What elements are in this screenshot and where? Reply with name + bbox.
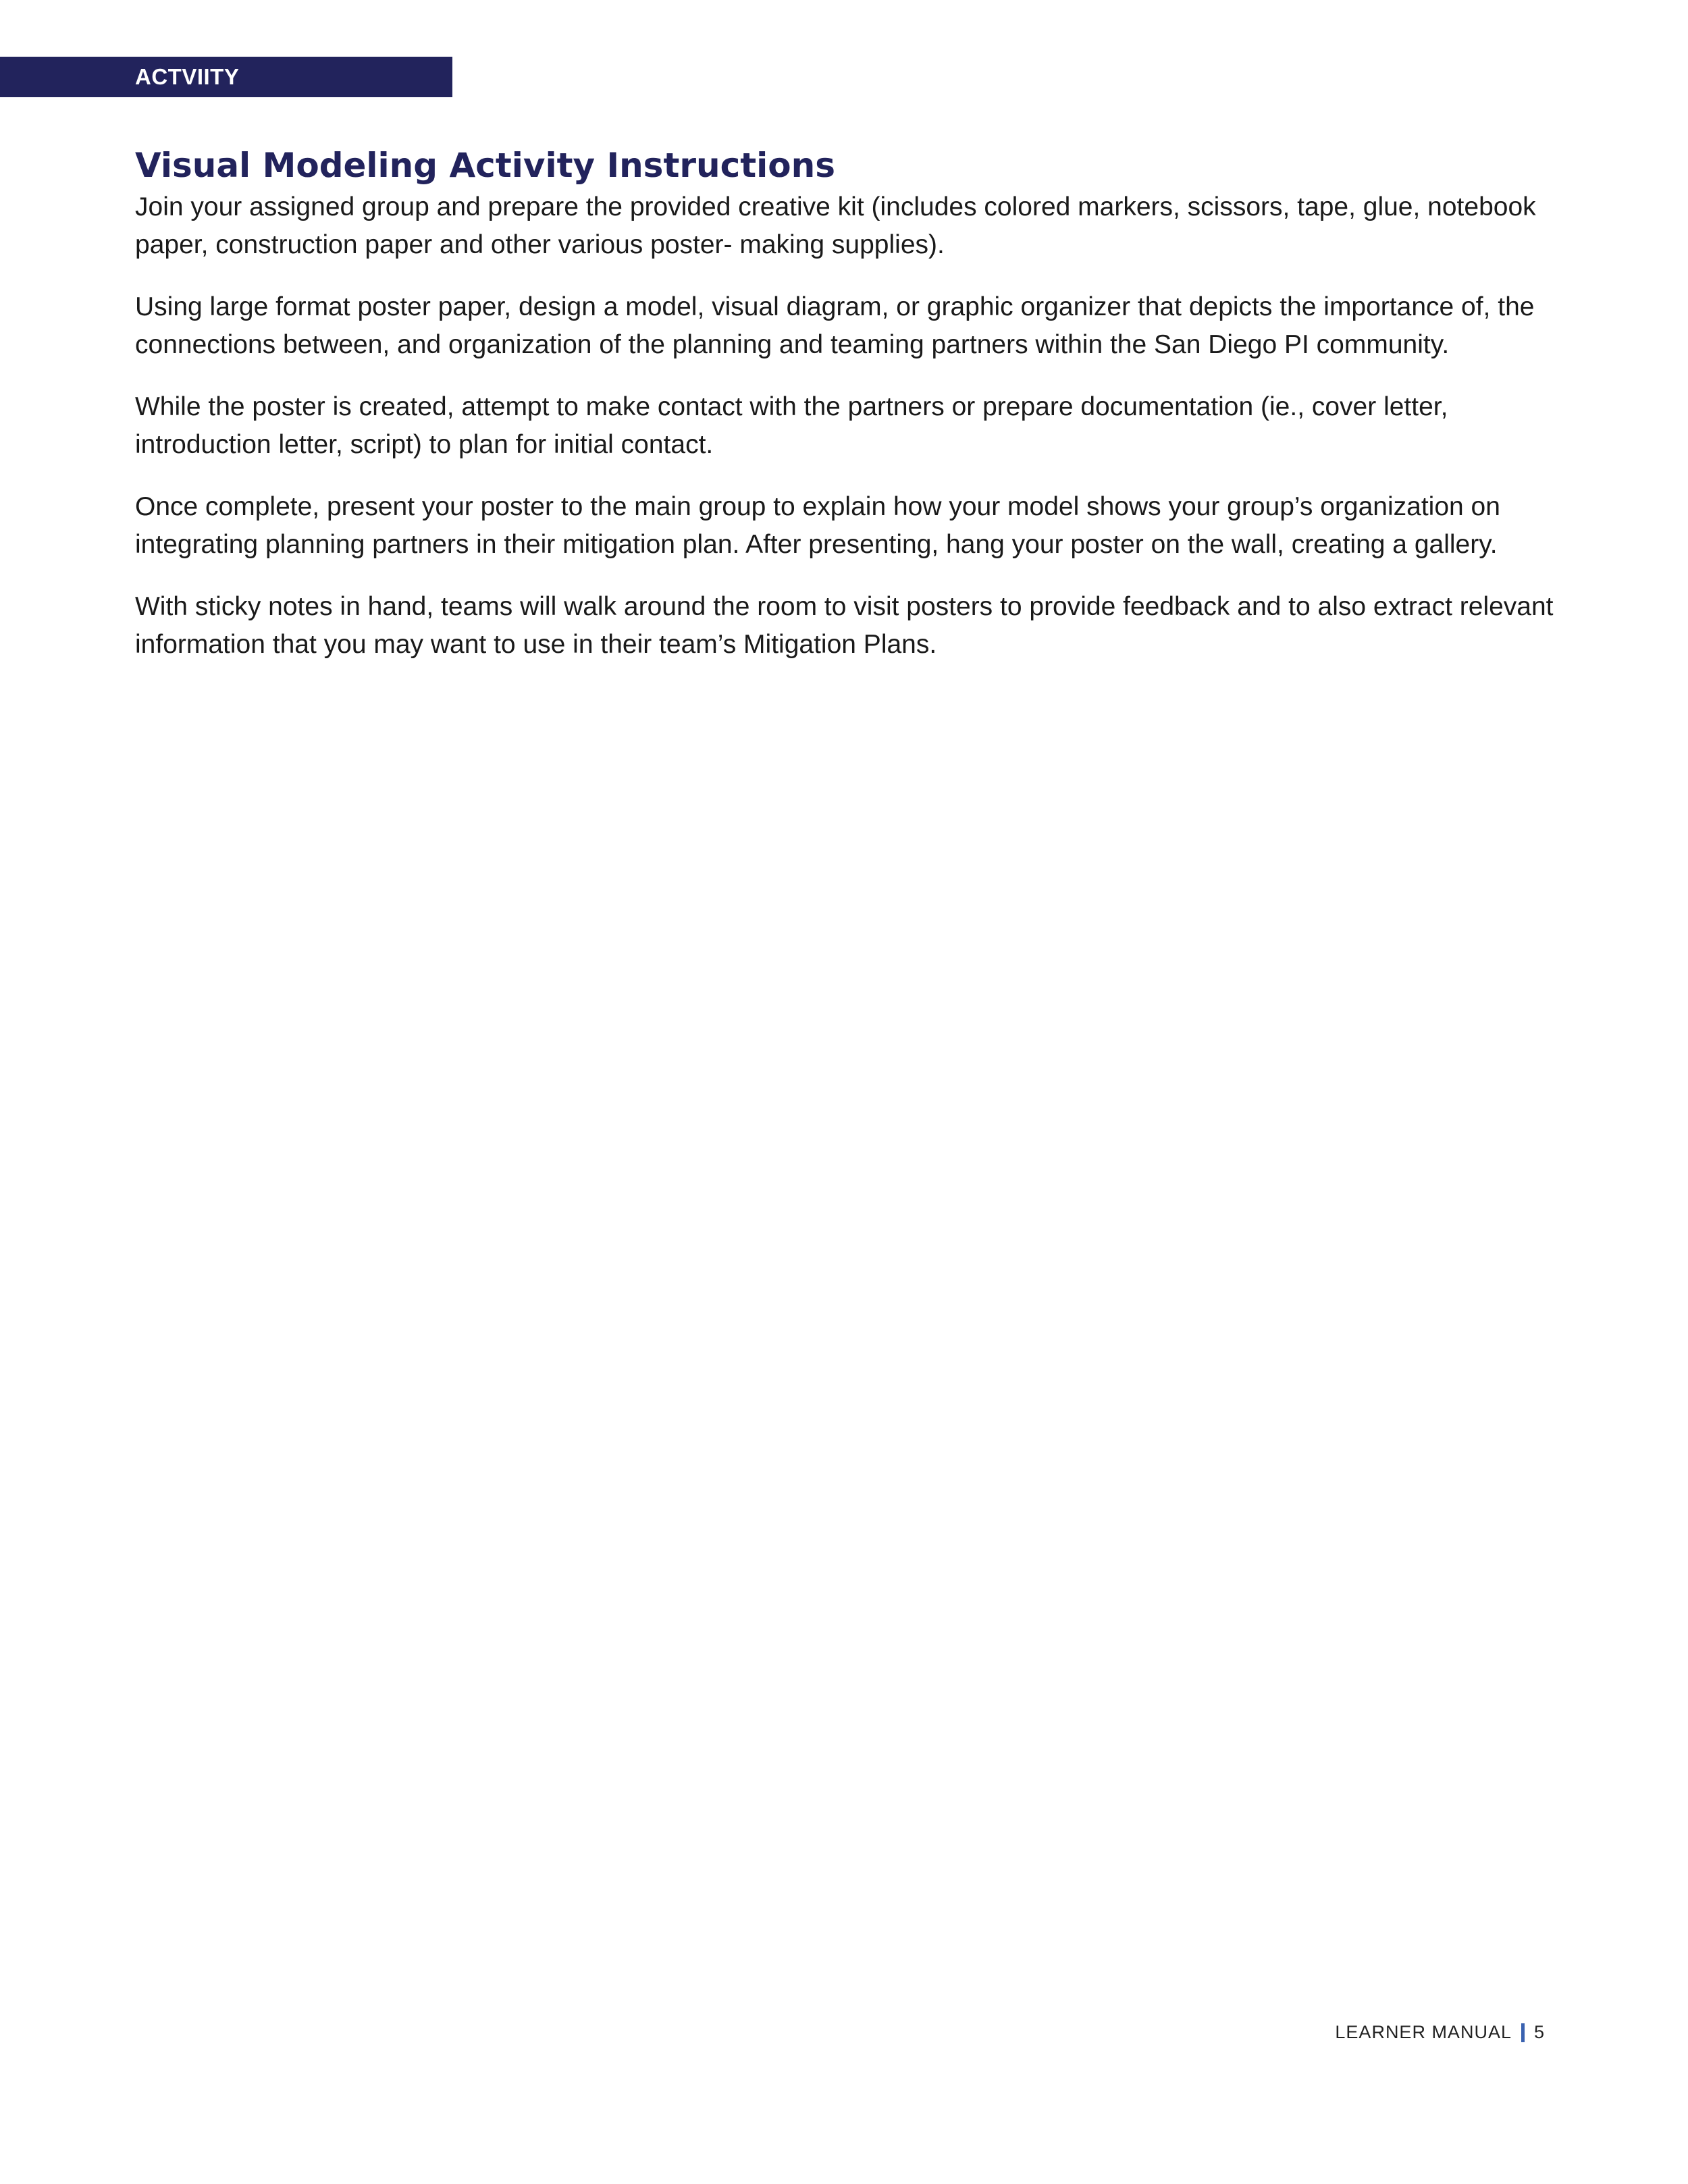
paragraph-design-model: Using large format poster paper, design a model, visual diagram, or graphic organizer that depicts the importance of, the connections between, and organization of the planning and teaming partners within the San Diego PI community. bbox=[135, 292, 1535, 359]
page-title: Visual Modeling Activity Instructions bbox=[135, 146, 835, 185]
footer-label: LEARNER MANUAL bbox=[1335, 2022, 1512, 2042]
footer-separator bbox=[1521, 2023, 1525, 2042]
page-footer bbox=[1335, 2022, 1545, 2043]
page-number: 5 bbox=[1533, 2022, 1545, 2042]
paragraph-sticky-notes: With sticky notes in hand, teams will walk around the room to visit posters to provide feedback and to also extract relevant information that you may want to use in their team’s Mitigation Plans. bbox=[135, 592, 1554, 659]
main-content bbox=[135, 138, 1566, 688]
paragraph-make-contact: While the poster is created, attempt to make contact with the partners or prepare documentation (ie., cover letter, introduction letter, script) to plan for initial contact. bbox=[135, 392, 1448, 459]
section-header-bar bbox=[0, 57, 452, 97]
paragraph-present-poster: Once complete, present your poster to the main group to explain how your model shows your group’s organization on integrating planning partners in their mitigation plan. After presenting, hang your poster on the wall, creating a gallery. bbox=[135, 492, 1500, 559]
section-label: ACTVIITY bbox=[135, 64, 240, 89]
paragraph-join-group: Join your assigned group and prepare the provided creative kit (includes colored markers, scissors, tape, glue, notebook paper, construction paper and other various poster- making supplies). bbox=[135, 192, 1536, 259]
